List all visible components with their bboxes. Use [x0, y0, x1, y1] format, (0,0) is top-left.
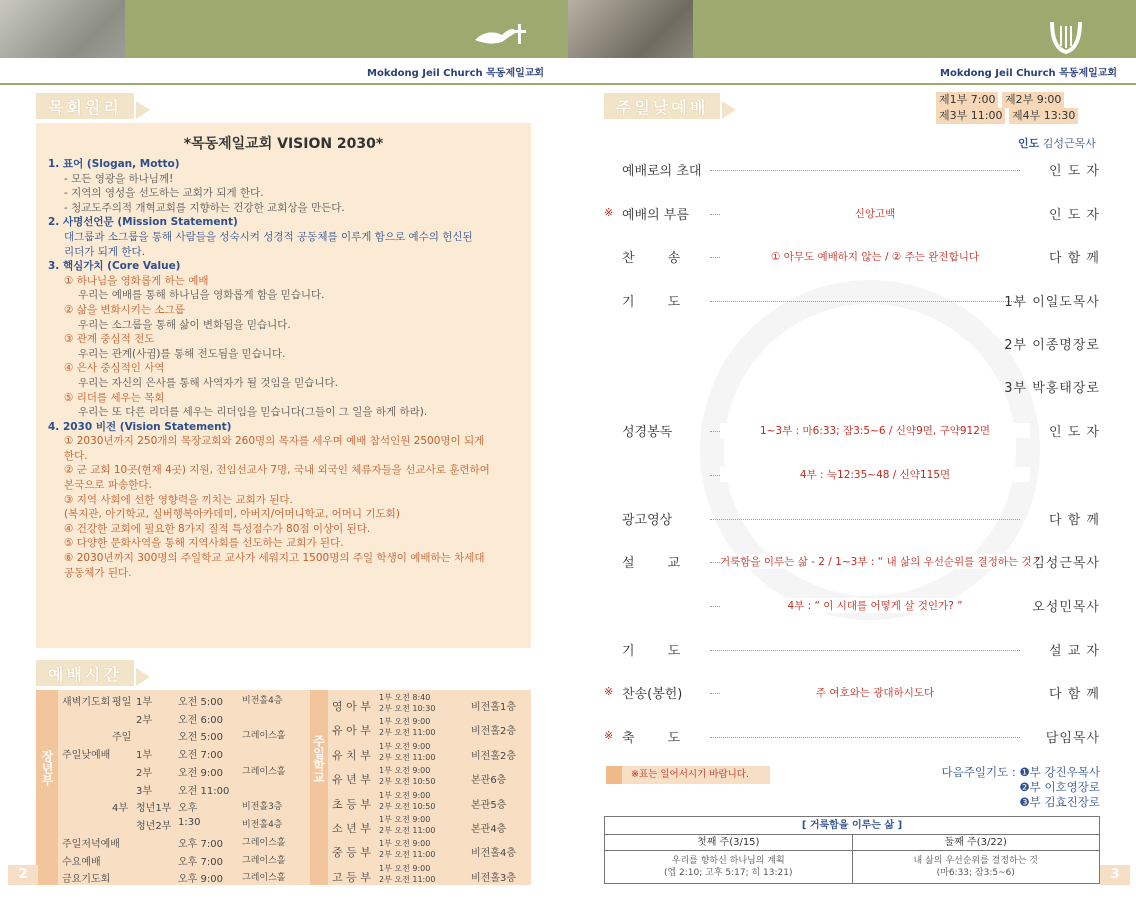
sched-group: 수요예배 — [62, 856, 101, 868]
order-row — [610, 465, 1100, 485]
vision-line: ③ 지역 사회에 선한 영향력을 끼치는 교회가 된다. — [64, 493, 293, 506]
order-row — [610, 291, 1100, 311]
school-time-1: 1부 오전 9:00 — [379, 766, 431, 776]
school-dept: 영 아 부 — [332, 700, 371, 713]
school-time-1: 1부 오전 8:40 — [379, 693, 431, 702]
order-person: 2부 이종명장로 — [1004, 338, 1100, 353]
sched-time: 오후 7:00 — [178, 856, 223, 868]
school-time-1: 1부 오전 9:00 — [379, 741, 431, 751]
school-time-2: 2부 오전 10:50 — [379, 801, 436, 811]
sched-time: 오전 5:00 — [178, 697, 223, 708]
school-dept: 유 치 부 — [332, 748, 371, 762]
dotted-leader — [710, 301, 1020, 302]
order-label: 성경봉독 — [622, 425, 673, 440]
vision-line: ② 삶을 변화시키는 소그룹 — [64, 303, 185, 316]
sched-group: 금요기도회 — [62, 874, 111, 886]
sched-sub: 주일 — [112, 732, 132, 744]
school-time-1: 1부 오전 9:00 — [379, 790, 431, 800]
order-row — [604, 204, 1100, 224]
school-time-1: 1부 오전 9:00 — [379, 863, 431, 873]
order-row — [610, 421, 1100, 441]
school-time-2: 2부 오전 11:00 — [379, 825, 436, 835]
school-place: 본관6층 — [471, 775, 507, 787]
week2-ref: (마6:33; 잠3:5~6) — [936, 868, 1015, 878]
order-detail: 1~3부 : 마6:33; 잠3:5~6 / 신약9면, 구약912면 — [720, 423, 1030, 438]
school-dept: 유 년 부 — [332, 773, 371, 787]
sched-place: 비전홀4층 — [242, 696, 283, 706]
brand-text: Mokdong Jeil Church 목동제일교회 — [367, 68, 545, 79]
vision-line: ② 군 교회 10곳(현재 4곳) 지원, 전임선교사 7명, 국내 외국인 체류자들을 선교사로 훈련하여 — [64, 464, 490, 477]
stand-mark: ※ — [604, 206, 614, 219]
vision-line: 4. 2030 비전 (Vision Statement) — [48, 420, 232, 433]
school-place: 비전홀3층 — [471, 872, 517, 884]
order-row — [604, 683, 1100, 703]
sched-time: 1:30 — [178, 817, 201, 829]
sched-place: 그레이스홀 — [242, 873, 286, 884]
order-row — [610, 247, 1100, 267]
vision-line: ⑤ 리더를 세우는 목회 — [64, 391, 165, 404]
order-detail: 거룩함을 이루는 삶 - 2 / 1~3부 : “ 내 삶의 우선순위를 결정하는 것 ” — [720, 556, 1041, 568]
school-time-2: 2부 오전 11:00 — [379, 850, 436, 860]
sched-place: 비전홀4층 — [242, 820, 283, 831]
school-time-2: 2부 오전 11:00 — [379, 728, 436, 738]
school-column-label: 주일학교 — [310, 690, 328, 885]
school-place: 비전홀2층 — [471, 726, 517, 738]
order-person: 김성근목사 — [1032, 556, 1100, 571]
vision-line: 우리는 예배를 통해 하나님을 영화롭게 함을 믿습니다. — [78, 289, 325, 302]
school-time-2: 2부 오전 11:00 — [379, 874, 436, 884]
sched-group: 주일저녁예배 — [62, 838, 120, 850]
time-1: 제1부 7:00 — [936, 92, 998, 108]
order-person: 인 도 자 — [1049, 164, 1100, 179]
vision-line: 우리는 자신의 은사를 통해 사역자가 될 것임을 믿습니다. — [78, 376, 338, 389]
sched-place: 그레이스홀 — [242, 837, 286, 848]
order-row — [610, 640, 1100, 660]
sched-place: 비전홀3층 — [242, 802, 283, 813]
dotted-leader — [710, 170, 1020, 171]
stand-mark: ※ — [604, 685, 614, 698]
order-person: 1부 이일도목사 — [1004, 295, 1100, 310]
school-place: 본관5층 — [471, 799, 507, 811]
order-row — [610, 552, 1100, 572]
order-row — [604, 727, 1100, 747]
school-dept: 초 등 부 — [332, 797, 371, 811]
vision-line: 리더가 되게 한다. — [64, 245, 146, 258]
next-prayer: 다음주일기도 : ❶부 강진우목사 ❷부 이호영장로 ❸부 김효진장로 — [941, 765, 1100, 809]
order-detail: 신앙고백 — [720, 206, 1030, 221]
vision-line: ④ 건강한 교회에 필요한 8가지 질적 특성점수가 80점 이상이 된다. — [64, 522, 371, 535]
table-title: [ 거룩함을 이루는 삶 ] — [605, 817, 1099, 835]
school-place: 비전홀2층 — [471, 750, 517, 762]
vision-title: *목동제일교회 VISION 2030* — [183, 136, 384, 152]
week2-title: 내 삶의 우선순위를 결정하는 것 — [913, 856, 1038, 866]
vision-line: 우리는 또 다른 리더를 세우는 리더임을 믿습니다(그들이 그 일을 하게 하라). — [78, 406, 428, 419]
sched-part: 청년1부 — [136, 803, 172, 815]
order-label: 광고영상 — [622, 513, 673, 528]
vision-line: 1. 표어 (Slogan, Motto) — [48, 158, 180, 170]
order-person: 설 교 자 — [1049, 644, 1100, 659]
vision-line: ① 하나님을 영화롭게 하는 예배 — [64, 274, 209, 287]
sched-time: 오전 7:00 — [178, 750, 223, 762]
school-time-2: 2부 오전 10:30 — [379, 704, 436, 713]
week1-title: 우리를 향하신 하나님의 계획 — [671, 856, 785, 866]
order-label: 예배로의 초대 — [622, 164, 702, 179]
sched-time: 오후 7:00 — [178, 838, 223, 850]
order-person: 인 도 자 — [1049, 208, 1100, 223]
page-number-right: 3 — [1100, 865, 1130, 885]
vision-line: (복지관, 아기학교, 실버행복아카데미, 아버지/어머니학교, 어머니 기도회) — [64, 508, 400, 521]
sched-time: 오전 5:00 — [178, 732, 223, 744]
vision-box — [36, 123, 531, 648]
sched-part: 1부 — [136, 697, 153, 708]
order-label: 기 도 — [622, 644, 681, 659]
sched-time: 오전 9:00 — [178, 767, 223, 779]
sched-place: 그레이스홀 — [242, 855, 286, 866]
order-row — [610, 160, 1100, 180]
sched-time: 오후 — [178, 803, 198, 815]
dotted-leader — [710, 650, 1020, 651]
vision-lines — [48, 157, 523, 580]
order-label: 기 도 — [622, 295, 681, 310]
school-time-2: 2부 오전 11:00 — [379, 752, 436, 762]
sched-group: 새벽기도회 — [62, 697, 111, 708]
vision-line: 우리는 소그룹을 통해 삶이 변화됨을 믿습니다. — [78, 318, 291, 331]
order-label: 축 도 — [622, 731, 681, 746]
vision-line: 한다. — [64, 449, 88, 462]
order-detail: 4부 : “ 이 시대를 어떻게 살 것인가? ” — [720, 598, 1030, 613]
order-person: 다 함 께 — [1049, 513, 1100, 528]
order-person: 다 함 께 — [1049, 251, 1100, 266]
school-place: 비전홀1층 — [471, 702, 517, 713]
sched-time: 오전 6:00 — [178, 714, 223, 726]
sched-sub: 4부 — [112, 803, 129, 815]
sched-time: 오전 11:00 — [178, 785, 230, 797]
vision-line: ③ 관계 중심적 전도 — [64, 333, 155, 346]
school-dept: 고 등 부 — [332, 870, 371, 884]
vision-line: ⑤ 다양한 문화사역을 통해 지역사회를 선도하는 교회가 된다. — [64, 537, 344, 550]
order-detail: 주 여호와는 광대하시도다 — [720, 685, 1030, 700]
vision-line: - 청교도주의적 개혁교회를 지향하는 건강한 교회상을 만든다. — [64, 201, 345, 214]
sched-part: 1부 — [136, 750, 153, 762]
week1-ref: (엡 2:10; 고후 5:17; 히 13:21) — [663, 868, 793, 878]
order-row — [610, 509, 1100, 529]
sermon-series-table — [604, 816, 1100, 884]
sched-place: 그레이스홀 — [242, 766, 286, 777]
vision-line: ① 2030년까지 250개의 목장교회와 260명의 목자를 세우며 예배 참석인원 2500명이 되게 — [64, 435, 485, 448]
vision-line: ⑥ 2030년까지 300명의 주일학교 교사가 세워지고 1500명의 주일 학생이 예배하는 차세대 — [64, 552, 485, 565]
order-label: 설 교 — [622, 556, 681, 571]
vision-line: - 지역의 영성을 선도하는 교회가 되게 한다. — [64, 187, 264, 200]
sched-group: 주일낮예배 — [62, 750, 111, 762]
order-person: 오성민목사 — [1032, 600, 1100, 615]
adult-column-label: 장년부 — [36, 690, 58, 885]
stand-mark: ※ — [604, 729, 614, 742]
note: ※표는 일어서시기 바랍니다. — [606, 766, 770, 784]
sched-part: 3부 — [136, 785, 153, 797]
vision-line: - 모든 영광을 하나님께! — [64, 172, 174, 185]
sched-part: 2부 — [136, 714, 153, 726]
order-label: 찬송(봉헌) — [622, 687, 683, 702]
vision-line: 우리는 관계(사귐)를 통해 전도됨을 믿습니다. — [78, 347, 286, 360]
time-3: 제3부 11:00 — [936, 108, 1005, 124]
lyre-logo — [1046, 16, 1086, 56]
vision-line: 2. 사명선언문 (Mission Statement) — [48, 216, 238, 229]
school-time-2: 2부 오전 10:50 — [379, 777, 436, 787]
vision-line: 3. 핵심가치 (Core Value) — [48, 260, 181, 273]
school-dept: 유 아 부 — [332, 724, 371, 738]
section-title-worship: 주일낮예배 — [604, 93, 720, 119]
school-dept: 중 등 부 — [332, 846, 371, 860]
order-person: 인 도 자 — [1049, 425, 1100, 440]
vision-line: ④ 은사 중심적인 사역 — [64, 362, 165, 375]
order-row — [610, 334, 1100, 354]
order-label: 찬 송 — [622, 251, 681, 266]
sched-time: 오후 9:00 — [178, 874, 223, 886]
schedule-table — [36, 690, 531, 885]
school-place: 본관4층 — [471, 823, 507, 835]
school-dept: 소 년 부 — [332, 821, 371, 835]
vision-line: 본국으로 파송한다. — [64, 479, 152, 492]
sched-part: 청년2부 — [136, 821, 172, 833]
col-week2: 둘째 주(3/22) — [944, 837, 1007, 848]
vision-line: 대그룹과 소그룹을 통해 사람들을 성숙시켜 성경적 공동체를 이루게 함으로 예수의 헌신된 — [64, 230, 473, 243]
order-detail: ① 아무도 예배하지 않는 / ② 주는 완전합니다 — [720, 249, 1030, 264]
order-label: 예배의 부름 — [622, 208, 689, 223]
order-detail: 4부 : 눅12:35~48 / 신약115면 — [720, 467, 1030, 482]
sched-part: 2부 — [136, 767, 153, 779]
order-person: 다 함 께 — [1049, 687, 1100, 702]
dove-cross-logo — [472, 20, 527, 50]
school-time-1: 1부 오전 9:00 — [379, 839, 431, 849]
time-4: 제4부 13:30 — [1009, 108, 1078, 124]
order-row — [610, 377, 1100, 397]
school-place: 비전홀4층 — [471, 848, 517, 860]
col-week1: 첫째 주(3/15) — [605, 835, 853, 850]
time-2: 제2부 9:00 — [1002, 92, 1064, 108]
section-title-pastoral: 목회원리 — [36, 93, 134, 119]
dotted-leader — [710, 737, 1020, 738]
order-row — [610, 596, 1100, 616]
order-person: 3부 박홍태장로 — [1004, 381, 1100, 396]
dotted-leader — [710, 519, 1020, 520]
school-time-1: 1부 오전 9:00 — [379, 814, 431, 824]
section-title-schedule: 예배시간 — [36, 660, 134, 686]
service-times — [936, 92, 1106, 124]
page-number-left: 2 — [8, 865, 38, 885]
sched-place: 그레이스홀 — [242, 731, 286, 742]
vision-line: 공동체가 된다. — [64, 566, 132, 579]
leader: 인도 김성근목사 — [1018, 137, 1096, 150]
school-time-1: 1부 오전 9:00 — [379, 717, 431, 727]
brand-text-right: Mokdong Jeil Church 목동제일교회 — [940, 68, 1118, 79]
sched-sub: 평일 — [112, 697, 132, 708]
order-person: 담임목사 — [1045, 731, 1100, 746]
